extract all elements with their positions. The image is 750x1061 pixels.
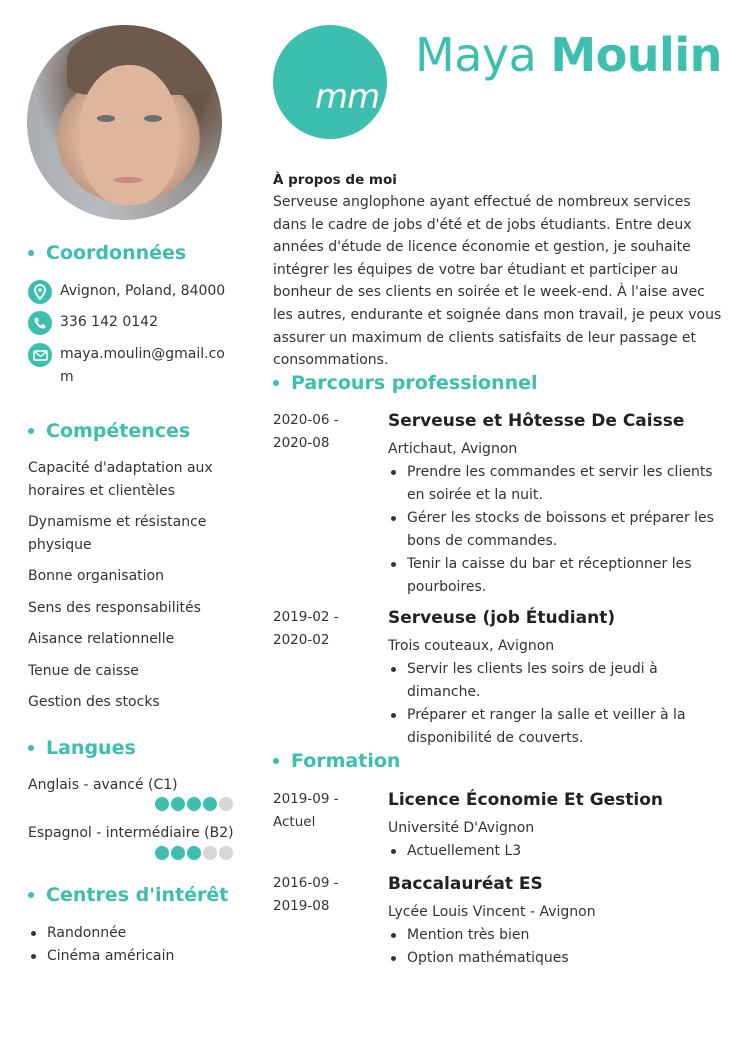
- entry-bullet: Servir les clients les soirs de jeudi à dimanche.: [388, 658, 733, 704]
- rating-dot-filled-icon: [171, 846, 185, 860]
- entry-body: [388, 409, 733, 599]
- entry-bullet: Prendre les commandes et servir les clients en soirée et la nuit.: [388, 461, 733, 507]
- entry-org: Artichaut, Avignon: [388, 441, 518, 457]
- skill-item: Gestion des stocks: [28, 694, 160, 710]
- date-start: 2019-02 -: [273, 609, 339, 625]
- entry-bullet: Mention très bien: [388, 924, 733, 947]
- bullet-dot-icon: [28, 892, 34, 898]
- profile-photo: [27, 25, 222, 220]
- rating-dot-filled-icon: [155, 846, 169, 860]
- photo-eye: [144, 115, 162, 122]
- date-start: 2016-09 -: [273, 875, 339, 891]
- skill-item: Bonne organisation: [28, 568, 164, 584]
- entry-bullets: [388, 658, 733, 750]
- phone-text: 336 142 0142: [60, 314, 158, 330]
- languages-title-text: Langues: [46, 737, 136, 759]
- entry-date: [273, 788, 363, 834]
- skill-item: Sens des responsabilités: [28, 600, 201, 616]
- entry-title: Baccalauréat ES: [388, 874, 543, 894]
- entry-bullet: Préparer et ranger la salle et veiller à la disponibilité de couverts.: [388, 704, 733, 750]
- interest-item: Randonnée: [28, 922, 238, 945]
- rating-dot-filled-icon: [187, 797, 201, 811]
- entry-bullet: Tenir la caisse du bar et réceptionner les pourboires.: [388, 553, 733, 599]
- bullet-dot-icon: [273, 758, 279, 764]
- contact-title-text: Coordonnées: [46, 242, 187, 264]
- photo-face: [79, 65, 179, 205]
- skill-item: Capacité d'adaptation aux horaires et clientèles: [28, 460, 213, 499]
- rating-dot-empty-icon: [219, 797, 233, 811]
- entry-date: [273, 606, 363, 652]
- date-end: 2020-08: [273, 435, 330, 451]
- languages-section-title: [28, 737, 136, 759]
- location-pin-icon: [28, 280, 52, 304]
- rating-dot-filled-icon: [171, 797, 185, 811]
- contact-email: [28, 343, 228, 389]
- first-name: Maya: [415, 28, 537, 82]
- entry-bullet: Gérer les stocks de boissons et préparer les bons de commandes.: [388, 507, 733, 553]
- education-section-title: [273, 750, 400, 772]
- mail-icon: [28, 343, 52, 367]
- main-content: [273, 0, 733, 1061]
- entry-title: Licence Économie Et Gestion: [388, 790, 664, 810]
- entry-body: [388, 872, 733, 970]
- entry-title: Serveuse (job Étudiant): [388, 608, 616, 628]
- rating-dot-empty-icon: [203, 846, 217, 860]
- interests-section-title: [28, 884, 228, 906]
- experience-title-text: Parcours professionnel: [291, 372, 538, 394]
- entry-body: [388, 606, 733, 750]
- date-end: 2020-02: [273, 632, 330, 648]
- entry-date: [273, 409, 363, 455]
- entry-bullets: [388, 924, 733, 970]
- entry-org: Université D'Avignon: [388, 820, 535, 836]
- bullet-dot-icon: [28, 250, 34, 256]
- bullet-dot-icon: [28, 745, 34, 751]
- skill-item: Aisance relationnelle: [28, 631, 175, 647]
- entry-org: Trois couteaux, Avignon: [388, 638, 555, 654]
- skill-item: Dynamisme et résistance physique: [28, 514, 207, 553]
- about-text: Serveuse anglophone ayant effectué de nombreux services dans le cadre de jobs d'été et de jobs étudiants. Entre deux années d'étude de licence économie et gestion, je souhaite intégrer les équipes de votre bar étudiant et participer au bonheur de ses clients en soirée et le week-end. À l'aise avec les autres, endurante et soignée dans mon travail, je peux vous assurer un maximum de clients satisfaits de leur passage et consommations.: [273, 194, 722, 369]
- interests-list: [28, 922, 238, 968]
- entry-bullet: Option mathématiques: [388, 947, 733, 970]
- interests-title-text: Centres d'intérêt: [46, 884, 229, 906]
- contact-section-title: [28, 242, 186, 264]
- interest-item: Cinéma américain: [28, 945, 238, 968]
- entry-bullet: Actuellement L3: [388, 840, 733, 863]
- photo-mouth: [113, 177, 143, 183]
- bullet-dot-icon: [273, 380, 279, 386]
- entry-date: [273, 872, 363, 918]
- skills-title-text: Compétences: [46, 420, 191, 442]
- monogram-initials: mm: [315, 77, 380, 117]
- last-name: Moulin: [550, 28, 722, 82]
- full-name: [415, 28, 722, 82]
- photo-eye: [97, 115, 115, 122]
- date-start: 2019-09 -: [273, 791, 339, 807]
- phone-icon: [28, 311, 52, 335]
- monogram-badge: [273, 25, 387, 139]
- language-label: Anglais - avancé (C1): [28, 777, 178, 793]
- date-end: 2019-08: [273, 898, 330, 914]
- rating-dot-filled-icon: [155, 797, 169, 811]
- skills-section-title: [28, 420, 190, 442]
- language-level-rating: [155, 846, 233, 860]
- about-title: À propos de moi: [273, 172, 397, 188]
- sidebar: [0, 0, 250, 1061]
- date-start: 2020-06 -: [273, 412, 339, 428]
- skill-item: Tenue de caisse: [28, 663, 139, 679]
- language-level-rating: [155, 797, 233, 811]
- email-text[interactable]: maya.moulin@gmail.com: [60, 346, 225, 385]
- entry-bullets: [388, 840, 733, 863]
- rating-dot-empty-icon: [219, 846, 233, 860]
- rating-dot-filled-icon: [203, 797, 217, 811]
- education-title-text: Formation: [291, 750, 401, 772]
- address-text: Avignon, Poland, 84000: [60, 283, 226, 299]
- bullet-dot-icon: [28, 428, 34, 434]
- date-end: Actuel: [273, 814, 316, 830]
- rating-dot-filled-icon: [187, 846, 201, 860]
- contact-phone: [28, 311, 228, 335]
- entry-title: Serveuse et Hôtesse De Caisse: [388, 411, 685, 431]
- entry-bullets: [388, 461, 733, 599]
- experience-section-title: [273, 372, 538, 394]
- language-label: Espagnol - intermédiaire (B2): [28, 825, 234, 841]
- entry-body: [388, 788, 733, 863]
- entry-org: Lycée Louis Vincent - Avignon: [388, 904, 596, 920]
- contact-address: [28, 280, 228, 304]
